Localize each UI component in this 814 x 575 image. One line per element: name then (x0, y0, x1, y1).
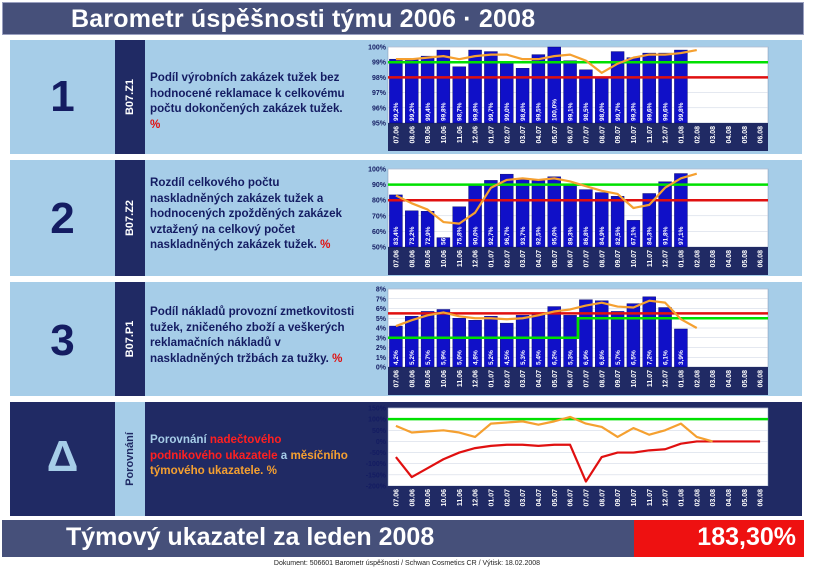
y-tick-label: 100% (368, 44, 386, 52)
bar-label: 5,9% (440, 350, 448, 365)
bar-label: 99,6% (646, 102, 654, 121)
x-tick-label: 11.07 (646, 370, 654, 388)
y-tick-label: -200% (365, 483, 386, 491)
bar-label: 67,1% (630, 226, 638, 245)
y-tick-label: 4% (375, 325, 386, 333)
chart-comparison (360, 404, 770, 516)
bar-label: 86,8% (583, 226, 591, 245)
bar-label: 7,2% (646, 350, 654, 365)
x-tick-label: 06.07 (567, 126, 575, 144)
bar-label: 73,2% (408, 226, 416, 245)
x-tick-label: 02.08 (694, 370, 702, 388)
panel-number: 1 (50, 72, 75, 121)
x-tick-label: 01.07 (488, 370, 496, 388)
bar-label: 99,4% (424, 102, 432, 121)
bar-label: 91,8% (662, 226, 670, 245)
x-tick-label: 09.06 (425, 370, 433, 388)
bar-label: 82,5% (614, 226, 622, 245)
y-tick-label: 2% (375, 345, 386, 352)
x-tick-label: 07.07 (583, 370, 591, 388)
x-tick-label: 11.07 (646, 489, 654, 507)
x-tick-label: 03.08 (710, 370, 718, 388)
bar-label: 98,0% (598, 102, 606, 121)
bar-label: 56% (440, 231, 448, 245)
x-tick-label: 01.08 (678, 370, 686, 388)
panel-code-strip (115, 402, 145, 516)
y-tick-label: 97% (371, 90, 386, 98)
x-tick-label: 09.06 (425, 489, 433, 507)
panel-code: B07.Z1 (124, 78, 136, 116)
panel-description: Podíl výrobních zakázek tužek bez hodnocené reklamace k celkovému počtu dokončených zakázek tužek. % (150, 71, 345, 131)
bar-label: 5,2% (408, 350, 416, 365)
bar-label: 98,5% (583, 102, 591, 121)
x-tick-label: 06.08 (757, 489, 765, 507)
y-tick-label: 80% (371, 197, 386, 205)
bar-label: 72,9% (424, 226, 432, 245)
y-tick-label: 98% (371, 74, 386, 82)
bar-label: 6,9% (583, 350, 591, 365)
x-tick-label: 04.07 (535, 250, 543, 268)
x-tick-label: 10.06 (440, 250, 448, 268)
x-tick-label: 04.07 (535, 126, 543, 144)
y-tick-label: 95% (371, 120, 386, 128)
x-tick-label: 03.08 (710, 489, 718, 507)
bar-label: 6,1% (662, 350, 670, 365)
chart-3 (360, 285, 770, 397)
x-tick-label: 12.07 (662, 489, 670, 507)
x-tick-label: 07.07 (583, 126, 591, 144)
x-tick-label: 03.08 (710, 250, 718, 268)
x-tick-label: 12.07 (662, 126, 670, 144)
x-tick-label: 05.08 (741, 126, 749, 144)
bar-label: 99,1% (567, 102, 575, 121)
x-tick-label: 01.07 (488, 126, 496, 144)
bar-label: 98,6% (519, 102, 527, 121)
y-tick-label: 8% (375, 286, 386, 294)
bar-label: 6,8% (598, 350, 606, 365)
chart-2 (360, 165, 770, 277)
bar-label: 89,3% (567, 226, 575, 245)
x-tick-label: 07.06 (393, 370, 401, 388)
bar-label: 92,5% (535, 226, 543, 245)
x-tick-label: 04.08 (725, 126, 733, 144)
bar-label: 5,4% (535, 350, 543, 365)
x-tick-label: 07.07 (583, 250, 591, 268)
x-tick-label: 08.06 (409, 370, 417, 388)
bar-label: 5,3% (567, 350, 575, 365)
bar-label: 99,2% (408, 102, 416, 121)
x-tick-label: 05.07 (551, 126, 559, 144)
bar-label: 4,2% (393, 350, 401, 365)
bar-label: 3,9% (678, 350, 686, 365)
x-tick-label: 08.06 (409, 126, 417, 144)
panel-code: B07.P1 (124, 320, 136, 358)
x-tick-label: 06.07 (567, 489, 575, 507)
panel-number: 2 (50, 194, 75, 243)
bar-label: 99,8% (678, 102, 686, 121)
x-tick-label: 11.06 (456, 250, 464, 268)
bar-label: 98,7% (456, 102, 464, 121)
x-tick-label: 06.08 (757, 370, 765, 388)
x-tick-label: 10.07 (630, 370, 638, 388)
x-tick-label: 10.07 (630, 250, 638, 268)
x-tick-label: 02.07 (504, 370, 512, 388)
x-tick-label: 02.07 (504, 126, 512, 144)
summary-value: 183,30% (697, 523, 796, 551)
x-tick-label: 03.08 (710, 126, 718, 144)
x-tick-label: 03.07 (520, 489, 528, 507)
x-tick-label: 10.07 (630, 489, 638, 507)
bar-label: 5,2% (488, 350, 496, 365)
bar-label: 6,5% (630, 350, 638, 365)
x-tick-label: 12.06 (472, 489, 480, 507)
x-tick-label: 01.08 (678, 250, 686, 268)
bar-label: 84,3% (646, 226, 654, 245)
bar-label: 99,6% (662, 102, 670, 121)
x-tick-label: 07.07 (583, 489, 591, 507)
y-tick-label: -50% (369, 450, 386, 458)
x-tick-label: 06.08 (757, 250, 765, 268)
x-tick-label: 06.07 (567, 250, 575, 268)
x-tick-label: 04.08 (725, 370, 733, 388)
y-tick-label: 6% (375, 306, 386, 313)
bar-label: 5,3% (519, 350, 527, 365)
x-tick-label: 06.08 (757, 126, 765, 144)
x-tick-label: 05.08 (741, 250, 749, 268)
x-tick-label: 05.08 (741, 370, 749, 388)
summary-value-box (634, 520, 804, 557)
summary-bar (2, 520, 804, 557)
bar-label: 99,0% (503, 102, 511, 121)
panel-comparison (8, 400, 804, 518)
x-tick-label: 04.08 (725, 489, 733, 507)
x-tick-label: 05.07 (551, 370, 559, 388)
y-tick-label: 150% (368, 405, 386, 413)
x-tick-label: 02.07 (504, 250, 512, 268)
y-tick-label: 100% (368, 416, 386, 424)
x-tick-label: 01.07 (488, 250, 496, 268)
x-tick-label: 08.06 (409, 250, 417, 268)
bar-label: 99,2% (393, 102, 401, 121)
x-tick-label: 11.06 (456, 126, 464, 144)
header-bar (2, 2, 804, 35)
x-tick-label: 05.07 (551, 489, 559, 507)
y-tick-label: 60% (371, 228, 386, 236)
x-tick-label: 09.07 (615, 489, 623, 507)
bar-label: 97,1% (678, 226, 686, 245)
y-tick-label: 5% (375, 315, 386, 323)
bar-label: 84,9% (598, 226, 606, 245)
x-tick-label: 01.08 (678, 489, 686, 507)
x-tick-label: 12.06 (472, 250, 480, 268)
page-title: Barometr úspěšnosti týmu 2006 · 2008 (71, 5, 536, 33)
bar-label: 75,8% (456, 226, 464, 245)
x-tick-label: 12.06 (472, 370, 480, 388)
bar-label: 90,0% (472, 226, 480, 245)
bar-label: 92,7% (488, 226, 496, 245)
x-tick-label: 08.07 (599, 126, 607, 144)
x-tick-label: 05.07 (551, 250, 559, 268)
summary-label: Týmový ukazatel za leden 2008 (66, 523, 435, 551)
x-tick-label: 04.07 (535, 370, 543, 388)
bar-label: 96,7% (503, 226, 511, 245)
x-tick-label: 01.08 (678, 126, 686, 144)
bar-label: 95,0% (551, 226, 559, 245)
y-tick-label: 0% (375, 364, 386, 372)
bar-label: 93,7% (519, 226, 527, 245)
panel-1 (8, 38, 804, 156)
y-tick-label: 7% (375, 296, 386, 304)
panel-code: B07.Z2 (124, 199, 136, 237)
x-tick-label: 07.06 (393, 126, 401, 144)
x-tick-label: 08.07 (599, 370, 607, 388)
panel-description: Rozdíl celkového počtu naskladněných zakázek tužek a hodnocených zpožděných zakázek vztažený na celkový počet naskladněných zakázek tužek. % (150, 176, 342, 251)
y-tick-label: 0% (375, 438, 386, 446)
y-tick-label: 50% (371, 427, 386, 435)
y-tick-label: 90% (371, 182, 386, 190)
bar-label: 4,8% (472, 350, 480, 365)
x-tick-label: 09.07 (615, 126, 623, 144)
y-tick-label: -100% (365, 461, 386, 469)
x-tick-label: 04.08 (725, 250, 733, 268)
x-tick-label: 08.06 (409, 489, 417, 507)
x-tick-label: 12.07 (662, 370, 670, 388)
panel-code-strip (115, 160, 145, 276)
y-tick-label: 3% (375, 335, 386, 343)
panel-description: Podíl nákladů provozní zmetkovitosti tužek, zničeného zboží a veškerých reklamačních nákladů v naskladněných tržbách za tužky. % (150, 305, 355, 365)
x-tick-label: 07.06 (393, 489, 401, 507)
panel-code: Porovnání (124, 432, 136, 486)
panel-code-strip (115, 282, 145, 396)
x-tick-label: 11.07 (646, 250, 654, 268)
x-tick-label: 01.07 (488, 489, 496, 507)
x-tick-label: 10.06 (440, 370, 448, 388)
x-tick-label: 10.07 (630, 126, 638, 144)
y-tick-label: 70% (371, 213, 386, 221)
chart-1 (360, 43, 770, 153)
x-tick-label: 10.06 (440, 489, 448, 507)
x-tick-label: 12.07 (662, 250, 670, 268)
x-tick-label: 08.07 (599, 489, 607, 507)
x-tick-label: 09.06 (425, 250, 433, 268)
x-tick-label: 05.08 (741, 489, 749, 507)
bar-label: 100,0% (551, 98, 559, 121)
y-tick-label: -150% (365, 472, 386, 480)
x-tick-label: 10.06 (440, 126, 448, 144)
bar-label: 99,8% (440, 102, 448, 121)
bar-label: 99,7% (488, 102, 496, 121)
x-tick-label: 11.06 (456, 370, 464, 388)
x-tick-label: 09.06 (425, 126, 433, 144)
x-tick-label: 04.07 (535, 489, 543, 507)
x-tick-label: 02.08 (694, 250, 702, 268)
bar-label: 99,3% (630, 102, 638, 121)
panel-3 (8, 280, 804, 398)
panel-description: Porovnání nadečtového podnikového ukazatele a měsíčního týmového ukazatele. % (150, 433, 348, 477)
y-tick-label: 1% (375, 354, 386, 362)
panel-code-strip (115, 40, 145, 154)
y-tick-label: 96% (371, 105, 386, 113)
bar-label: 5,7% (424, 350, 432, 365)
x-tick-label: 03.07 (520, 370, 528, 388)
x-tick-label: 06.07 (567, 370, 575, 388)
x-tick-label: 12.06 (472, 126, 480, 144)
x-tick-label: 02.08 (694, 126, 702, 144)
y-tick-label: 100% (368, 166, 386, 174)
x-tick-label: 11.06 (456, 489, 464, 507)
panel-number: 3 (50, 316, 75, 365)
y-tick-label: 50% (371, 244, 386, 252)
x-tick-label: 02.08 (694, 489, 702, 507)
bar-label: 99,8% (472, 102, 480, 121)
bar-label: 6,2% (551, 350, 559, 365)
x-tick-label: 09.07 (615, 370, 623, 388)
bar-label: 99,5% (535, 102, 543, 121)
bar-label: 83,4% (393, 226, 401, 245)
delta-symbol: Δ (46, 432, 79, 481)
x-tick-label: 11.07 (646, 126, 654, 144)
x-tick-label: 08.07 (599, 250, 607, 268)
bar-label: 4,5% (503, 350, 511, 365)
x-tick-label: 02.07 (504, 489, 512, 507)
bar-label: 5,0% (456, 350, 464, 365)
x-tick-label: 07.06 (393, 250, 401, 268)
bar-label: 99,7% (614, 102, 622, 121)
x-tick-label: 03.07 (520, 250, 528, 268)
footer-note: Dokument: 506601 Barometr úspěšnosti / Schwan Cosmetics CR / Výtisk: 18.02.2008 (273, 560, 541, 567)
bar-label: 5,7% (614, 350, 622, 365)
x-tick-label: 03.07 (520, 126, 528, 144)
y-tick-label: 99% (371, 59, 386, 67)
panel-2 (8, 158, 804, 278)
x-tick-label: 09.07 (615, 250, 623, 268)
